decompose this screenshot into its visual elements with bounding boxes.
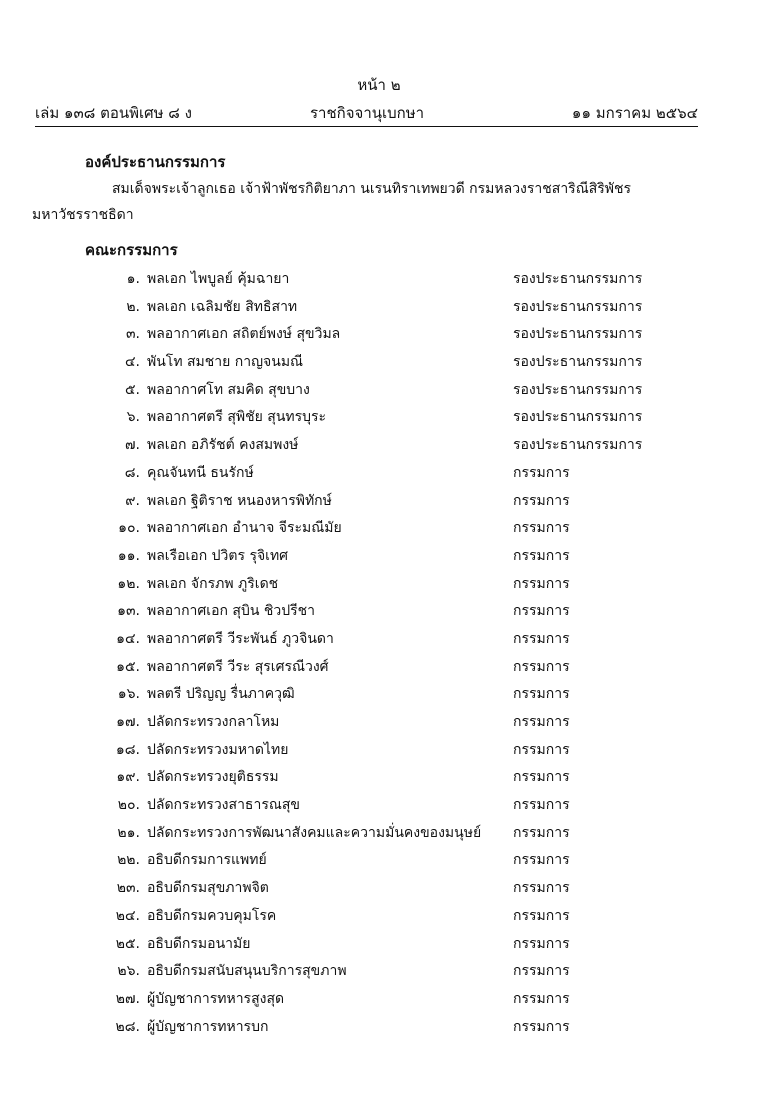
member-name: พลอากาศเอก สุบิน ชิวปรีชา [147, 603, 316, 620]
member-name: พลเอก จักรภพ ภูริเดช [147, 575, 279, 592]
member-number: ๒๒. [117, 852, 140, 869]
member-name: พลอากาศโท สมคิด สุขบาง [147, 381, 310, 398]
member-role: รองประธานกรรมการ [513, 437, 643, 454]
member-role: กรรมการ [513, 630, 570, 647]
member-number: ๖. [126, 409, 140, 426]
member-number: ๑๕. [116, 658, 140, 675]
member-row [0, 847, 758, 875]
member-number: ๓. [125, 326, 140, 343]
member-role: กรรมการ [513, 769, 570, 786]
member-row [0, 432, 758, 460]
member-row [0, 903, 758, 931]
member-number: ๒. [126, 298, 140, 315]
member-number: ๑๐. [118, 520, 140, 537]
member-name: อธิบดีกรมสุขภาพจิต [147, 880, 269, 897]
member-role: รองประธานกรรมการ [513, 409, 643, 426]
member-name: พลเรือเอก ปวิตร รุจิเทศ [147, 547, 289, 564]
member-number: ๘. [124, 464, 140, 481]
committee-member-list [0, 266, 758, 1041]
member-name: ปลัดกระทรวงกลาโหม [147, 714, 280, 730]
member-number: ๑๖. [117, 686, 140, 703]
member-role: กรรมการ [513, 575, 570, 592]
member-name: อธิบดีกรมสนับสนุนบริการสุขภาพ [147, 963, 347, 980]
member-row [0, 460, 758, 488]
member-row [0, 321, 758, 349]
member-number: ๑๘. [115, 741, 140, 758]
member-name: ผู้บัญชาการทหารบก [147, 1018, 269, 1035]
member-name: พันโท สมชาย กาญจนมณี [147, 354, 304, 371]
member-number: ๔. [124, 354, 140, 371]
member-role: กรรมการ [513, 464, 570, 481]
member-name: พลอากาศตรี วีระพันธ์ ภูวจินดา [147, 630, 334, 647]
member-row [0, 764, 758, 792]
member-row [0, 377, 758, 405]
member-number: ๑๓. [117, 603, 140, 620]
member-role: กรรมการ [513, 990, 570, 1007]
member-number: ๒๐. [117, 797, 140, 814]
member-row [0, 626, 758, 654]
member-number: ๑๙. [116, 769, 140, 786]
member-row [0, 958, 758, 986]
member-row [0, 820, 758, 848]
member-name: ปลัดกระทรวงยุติธรรม [147, 769, 279, 786]
member-role: รองประธานกรรมการ [513, 354, 643, 371]
member-name: ปลัดกระทรวงมหาดไทย [147, 741, 289, 758]
member-row [0, 294, 758, 322]
member-row [0, 875, 758, 903]
member-role: กรรมการ [513, 1018, 570, 1035]
member-name: ผู้บัญชาการทหารสูงสุด [147, 990, 285, 1007]
member-role: กรรมการ [513, 741, 570, 758]
member-row [0, 349, 758, 377]
member-role: รองประธานกรรมการ [513, 326, 643, 343]
member-number: ๒๓. [116, 880, 140, 897]
gazette-date: ๑๑ มกราคม ๒๕๖๔ [571, 104, 698, 122]
member-role: กรรมการ [513, 603, 570, 620]
member-row [0, 931, 758, 959]
member-role: กรรมการ [513, 907, 570, 924]
member-number: ๒๕. [115, 935, 140, 952]
committee-section-heading: คณะกรรมการ [85, 241, 178, 259]
member-row [0, 737, 758, 765]
member-name: พลอากาศตรี สุพิชัย สุนทรบุระ [147, 409, 327, 426]
member-name: พลเอก ไพบูลย์ คุ้มฉายา [147, 271, 290, 287]
member-row [0, 709, 758, 737]
member-row [0, 654, 758, 682]
member-number: ๒๘. [115, 1018, 140, 1035]
member-number: ๑๒. [117, 575, 140, 592]
chair-name-line-2: มหาวัชรราชธิดา [32, 207, 134, 223]
page-number: หน้า ๒ [357, 76, 401, 94]
member-name: พลเอก อภิรัชต์ คงสมพงษ์ [147, 437, 299, 454]
member-name: คุณจันทนี ธนรักษ์ [147, 464, 254, 481]
header-divider [35, 126, 698, 127]
member-number: ๑. [126, 271, 140, 287]
gazette-publication-title: ราชกิจจานุเบกษา [310, 104, 425, 122]
member-row [0, 986, 758, 1014]
member-name: พลอากาศเอก สถิตย์พงษ์ สุขวิมล [147, 326, 341, 343]
member-name: พลเอก ฐิติราช หนองหารพิทักษ์ [147, 492, 332, 509]
member-number: ๒๖. [117, 963, 140, 980]
member-name: อธิบดีกรมอนามัย [147, 935, 251, 952]
member-role: รองประธานกรรมการ [513, 381, 643, 398]
member-number: ๑๔. [116, 630, 140, 647]
member-name: ปลัดกระทรวงการพัฒนาสังคมและความมั่นคงของมนุษย์ [147, 824, 482, 841]
chair-section-heading: องค์ประธานกรรมการ [85, 153, 226, 171]
member-name: อธิบดีกรมการแพทย์ [147, 852, 267, 869]
member-name: อธิบดีกรมควบคุมโรค [147, 907, 277, 924]
member-role: กรรมการ [513, 935, 570, 952]
member-role: กรรมการ [513, 963, 570, 980]
member-number: ๗. [125, 437, 140, 454]
gazette-volume: เล่ม ๑๓๘ ตอนพิเศษ ๘ ง [35, 104, 192, 122]
member-role: กรรมการ [513, 797, 570, 814]
member-role: รองประธานกรรมการ [513, 271, 643, 287]
member-row [0, 515, 758, 543]
member-role: กรรมการ [513, 686, 570, 703]
member-role: กรรมการ [513, 658, 570, 675]
member-row [0, 404, 758, 432]
member-role: กรรมการ [513, 520, 570, 537]
member-role: รองประธานกรรมการ [513, 298, 643, 315]
chair-name-line-1: สมเด็จพระเจ้าลูกเธอ เจ้าฟ้าพัชรกิติยาภา นเรนทิราเทพยวดี กรมหลวงราชสาริณีสิริพัชร [112, 181, 632, 197]
member-number: ๑๑. [117, 547, 140, 564]
member-number: ๙. [125, 492, 140, 509]
member-number: ๕. [124, 381, 140, 398]
member-name: ปลัดกระทรวงสาธารณสุข [147, 797, 300, 814]
member-number: ๒๑. [117, 824, 140, 841]
member-row [0, 488, 758, 516]
member-name: พลอากาศเอก อำนาจ จีระมณีมัย [147, 520, 342, 537]
member-row [0, 681, 758, 709]
member-role: กรรมการ [513, 547, 570, 564]
member-row [0, 266, 758, 294]
member-role: กรรมการ [513, 492, 570, 509]
member-name: พลอากาศตรี วีระ สุรเศรณีวงศ์ [147, 658, 329, 675]
member-role: กรรมการ [513, 880, 570, 897]
member-role: กรรมการ [513, 852, 570, 869]
member-row [0, 571, 758, 599]
member-number: ๒๔. [115, 907, 140, 924]
member-role: กรรมการ [513, 824, 570, 841]
member-number: ๑๗. [116, 714, 140, 730]
member-row [0, 543, 758, 571]
member-role: กรรมการ [513, 714, 570, 730]
member-name: พลเอก เฉลิมชัย สิทธิสาท [147, 298, 298, 315]
member-name: พลตรี ปริญญ รื่นภาควุฒิ [147, 686, 295, 703]
member-row [0, 1014, 758, 1042]
member-number: ๒๗. [115, 990, 140, 1007]
gazette-header [35, 100, 698, 126]
member-row [0, 792, 758, 820]
member-row [0, 598, 758, 626]
